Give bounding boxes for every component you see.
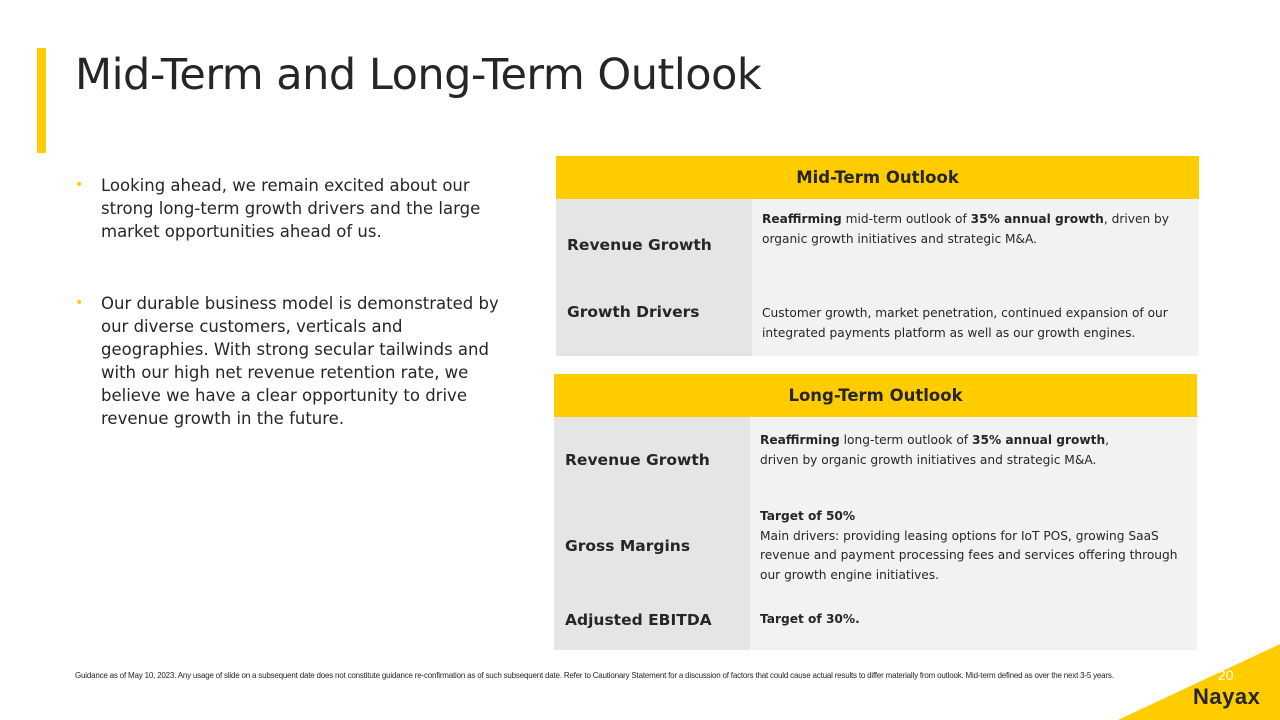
slide-title: Mid-Term and Long-Term Outlook — [75, 50, 762, 100]
value-bold: 35% annual growth — [970, 212, 1104, 226]
long-term-outlook-table — [554, 374, 1197, 650]
bullet-text: Looking ahead, we remain excited about our strong long-term growth drivers and the large market opportunities ahead of us. — [101, 176, 481, 241]
row-value-text — [762, 210, 1185, 249]
value-text: Main drivers: providing leasing options for IoT POS, growing SaaS revenue and payment processing fees and services offering through our growth engine initiatives. — [760, 528, 1178, 582]
value-text: long-term outlook of — [839, 433, 972, 447]
value-bold: Target of 50% — [760, 509, 856, 523]
value-bold: 35% annual growth — [971, 433, 1106, 447]
bullet-text: Our durable business model is demonstrated by our diverse customers, verticals and geographies. With strong secular tailwinds and with our high net revenue retention rate, we believe we have a clear opportunity to drive revenue growth in the future. — [101, 294, 499, 428]
mid-term-outlook-table — [556, 156, 1199, 356]
row-value — [752, 199, 1199, 291]
bullet-item — [75, 292, 505, 430]
value-bold: Reaffirming — [760, 433, 840, 447]
row-label: Revenue Growth — [556, 199, 752, 291]
table-row — [556, 291, 1199, 356]
bullet-item — [75, 174, 505, 243]
row-label: Revenue Growth — [554, 417, 750, 503]
value-bold: Target of 30%. — [760, 611, 860, 626]
table-row — [554, 503, 1197, 589]
bullet-list — [75, 174, 505, 430]
page-number: 20 — [1218, 667, 1234, 683]
table-row — [556, 199, 1199, 291]
row-value — [750, 417, 1197, 503]
bullet-dot-icon: • — [75, 177, 84, 193]
value-text: mid-term outlook of — [841, 212, 971, 226]
row-value-text: driven by organic growth initiatives and strategic M&A. — [760, 452, 1097, 467]
value-text: , — [1105, 433, 1110, 447]
value-bold: Reaffirming — [762, 212, 842, 226]
row-value: Customer growth, market penetration, continued expansion of our integrated payments platform as well as our growth engines. — [762, 306, 1168, 340]
value-text: , driven by organic growth initiatives and strategic M&A. — [762, 212, 1169, 246]
title-accent-bar — [37, 48, 46, 153]
bullet-dot-icon: • — [75, 295, 84, 311]
row-value-text — [760, 431, 1183, 451]
row-value — [750, 503, 1197, 589]
mid-term-header: Mid-Term Outlook — [556, 156, 1199, 199]
long-term-header: Long-Term Outlook — [554, 374, 1197, 417]
nayax-logo: Nayax — [1193, 684, 1261, 709]
table-row — [554, 417, 1197, 503]
row-label: Growth Drivers — [556, 291, 752, 356]
row-label: Gross Margins — [554, 503, 750, 589]
footnote: Guidance as of May 10, 2023. Any usage of slide on a subsequent date does not constitute guidance re-confirmation as of such subsequent date. Refer to Cautionary Statement for a discussion of factors that could cause actual results to differ materially from outlook. Mid-term defined as over the next 3-5 years. — [75, 671, 1114, 680]
row-label: Adjusted EBITDA — [554, 589, 750, 650]
